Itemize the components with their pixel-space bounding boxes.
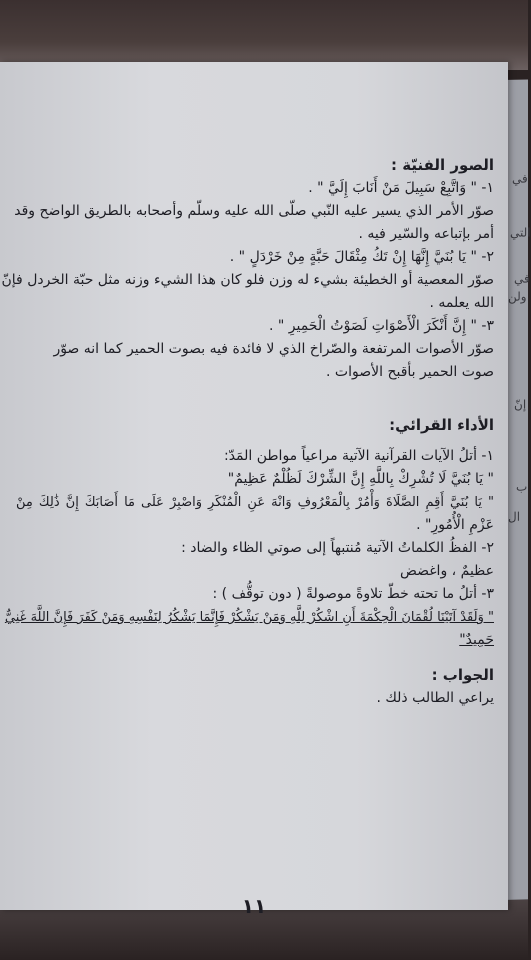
text-line: صوت الحمير بأقبح الأصوات .: [326, 364, 494, 380]
answer-text: يراعي الطالب ذلك .: [376, 690, 494, 706]
spacer: [16, 652, 494, 660]
text-line: ٢- " يَا بُنَيَّ إِنَّهَا إِنْ تَكُ مِثْقَالَ حَبَّةٍ مِنْ خَرْدَلٍ " .: [229, 249, 494, 265]
text-line: الله يعلمه .: [429, 295, 494, 311]
section-heading-recitation: الأداء القرائي:: [389, 416, 494, 434]
spacer: [16, 437, 494, 445]
text-line: أمر بإتباعه والسّير فيه .: [358, 226, 494, 242]
text-line: " يَا بُنَيَّ أَقِمِ الصَّلَاةَ وَأْمُرْ بِالْمَعْرُوفِ وَانْهَ عَنِ الْمُنْكَرِ وَاصْبِرْ عَلَى مَا أَصَابَكَ إِنَّ ذَٰلِكَ مِنْ: [16, 495, 494, 510]
spacer: [16, 384, 494, 410]
section-heading-artistic-images: الصور الفنيّة :: [391, 156, 494, 174]
edge-fragment: إنّ: [514, 397, 527, 412]
underlined-verse: " وَلَقَدْ آتَيْنَا لُقْمَانَ الْحِكْمَةَ أَنِ اشْكُرْ لِلَّهِ وَمَنْ يَشْكُرْ فَإِنَّمَا يَشْكُرُ لِنَفْسِهِ وَمَنْ كَفَرَ فَإِنَّ اللَّهَ غَنِيٌّ: [4, 610, 494, 625]
underlined-verse: حَمِيدٌ": [459, 632, 494, 648]
edge-fragment: ال: [508, 509, 521, 524]
edge-fragment: ب: [516, 479, 528, 494]
text-line: عَزْمِ الْأُمُورِ" .: [416, 517, 494, 533]
edge-fragment: في: [514, 271, 530, 286]
text-line: صوّر المعصية أو الخطيئة بشيء له وزن فلو كان هذا الشيء وزنه مثل حبّة الخردل فإنّ: [1, 272, 494, 288]
text-line: ٣- " إِنَّ أَنْكَرَ الْأَصْوَاتِ لَصَوْتُ الْحَمِيرِ " .: [268, 318, 494, 334]
text-line: عظيمٌ ، واغضض: [399, 563, 494, 579]
page-number: ١١: [241, 894, 267, 918]
edge-fragment: في: [512, 171, 528, 186]
text-line: صوّر الأمر الذي يسير عليه النّبي صلّى الله عليه وسلّم وأصحابه بالطريق الواضح وقد: [14, 203, 494, 219]
text-line: ٣- أتلُ ما تحته خطّ تلاوةً موصولةً ( دون توقُّف ) :: [212, 586, 494, 602]
text-line: " يَا بُنَيَّ لَا تُشْرِكْ بِاللَّهِ إِنَّ الشِّرْكَ لَظُلْمٌ عَظِيمٌ": [227, 471, 494, 487]
text-line: ١- أتلُ الآيات القرآنية الآتية مراعياً مواطن المَدّ:: [223, 448, 494, 464]
page-content: [1, 150, 494, 710]
answer-heading: الجواب :: [431, 666, 494, 684]
background-top: [0, 0, 528, 70]
text-line: ٢- الفظُ الكلماتُ الآتية مُنتبهاً إلى صوتي الظاء والضاد :: [181, 540, 494, 556]
text-line: صوّر الأصوات المرتفعة والصّراخ الذي لا فائدة فيه بصوت الحمير كما انه صوّر: [53, 341, 494, 357]
edge-fragment: التي: [510, 225, 531, 240]
text-line: ١- " وَاتَّبِعْ سَبِيلَ مَنْ أَنَابَ إِلَيَّ " .: [308, 180, 494, 196]
edge-fragment: ولن: [508, 289, 527, 304]
